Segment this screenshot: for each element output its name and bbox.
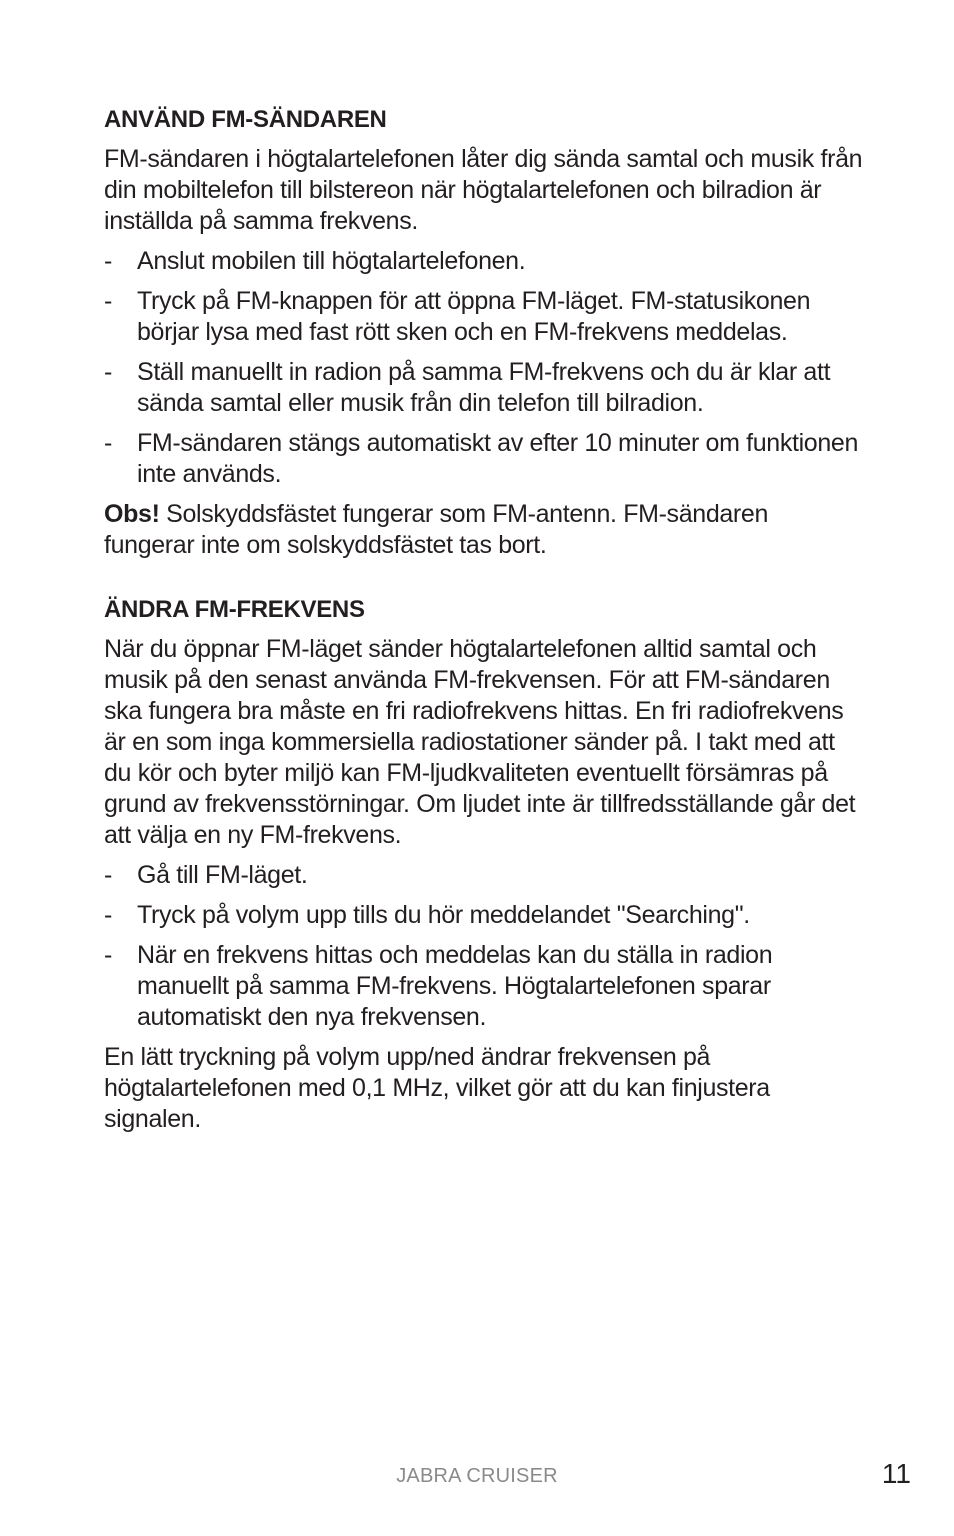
list-item-text: Anslut mobilen till högtalartelefonen. [137, 247, 526, 275]
list-item [104, 286, 864, 348]
dash-bullet: - [104, 901, 112, 929]
section-outro: En lätt tryckning på volym upp/ned ändrar frekvensen på högtalartelefonen med 0,1 MHz, vilket gör att du kan finjustera signalen. [104, 1043, 770, 1133]
list-item [104, 428, 864, 490]
note-label: Obs! [104, 500, 160, 528]
section-intro: När du öppnar FM-läget sänder högtalartelefonen alltid samtal och musik på den senast använda FM-frekvensen. För att FM-sändaren ska fungera bra måste en fri radiofrekvens hittas. En fri radiofrekvens är en som inga kommersiella radiostationer sänder på. I takt med att du kör och byter miljö kan FM-ljudkvaliteten eventuellt försämras på grund av frekvensstörningar. Om ljudet inte är tillfredsställande går det att välja en ny FM-frekvens. [104, 635, 856, 849]
dash-bullet: - [104, 287, 112, 315]
list-item [104, 940, 864, 1033]
footer-brand: JABRA CRUISER [396, 1465, 558, 1487]
page-content [104, 104, 864, 1144]
section-use-fm-transmitter [104, 104, 864, 561]
list-item [104, 246, 864, 277]
dash-bullet: - [104, 861, 112, 889]
dash-bullet: - [104, 429, 112, 457]
note-paragraph [104, 499, 864, 561]
list-item-text: Tryck på FM-knappen för att öppna FM-läget. FM-statusikonen börjar lysa med fast rött sken och en FM-frekvens meddelas. [137, 287, 811, 346]
instruction-list [104, 246, 864, 490]
list-item-text: Ställ manuellt in radion på samma FM-frekvens och du är klar att sända samtal eller musik från din telefon till bilradion. [137, 358, 831, 417]
section-change-fm-frequency [104, 594, 864, 1135]
list-item-text: Gå till FM-läget. [137, 861, 308, 889]
section-heading: ANVÄND FM-SÄNDAREN [104, 106, 387, 133]
dash-bullet: - [104, 358, 112, 386]
page-number: 11 [881, 1458, 911, 1489]
section-heading: ÄNDRA FM-FREKVENS [104, 596, 365, 623]
list-item [104, 900, 864, 931]
list-item [104, 860, 864, 891]
list-item [104, 357, 864, 419]
list-item-text: FM-sändaren stängs automatiskt av efter 10 minuter om funktionen inte används. [137, 429, 859, 488]
section-intro: FM-sändaren i högtalartelefonen låter dig sända samtal och musik från din mobiltelefon till bilstereon när högtalartelefonen och bilradion är inställda på samma frekvens. [104, 145, 863, 235]
dash-bullet: - [104, 941, 112, 969]
dash-bullet: - [104, 247, 112, 275]
note-text: Solskyddsfästet fungerar som FM-antenn. FM-sändaren fungerar inte om solskyddsfästet tas bort. [104, 500, 769, 559]
list-item-text: När en frekvens hittas och meddelas kan du ställa in radion manuellt på samma FM-frekvens. Högtalartelefonen sparar automatiskt den nya frekvensen. [137, 941, 773, 1031]
instruction-list [104, 860, 864, 1033]
list-item-text: Tryck på volym upp tills du hör meddelandet "Searching". [137, 901, 750, 929]
